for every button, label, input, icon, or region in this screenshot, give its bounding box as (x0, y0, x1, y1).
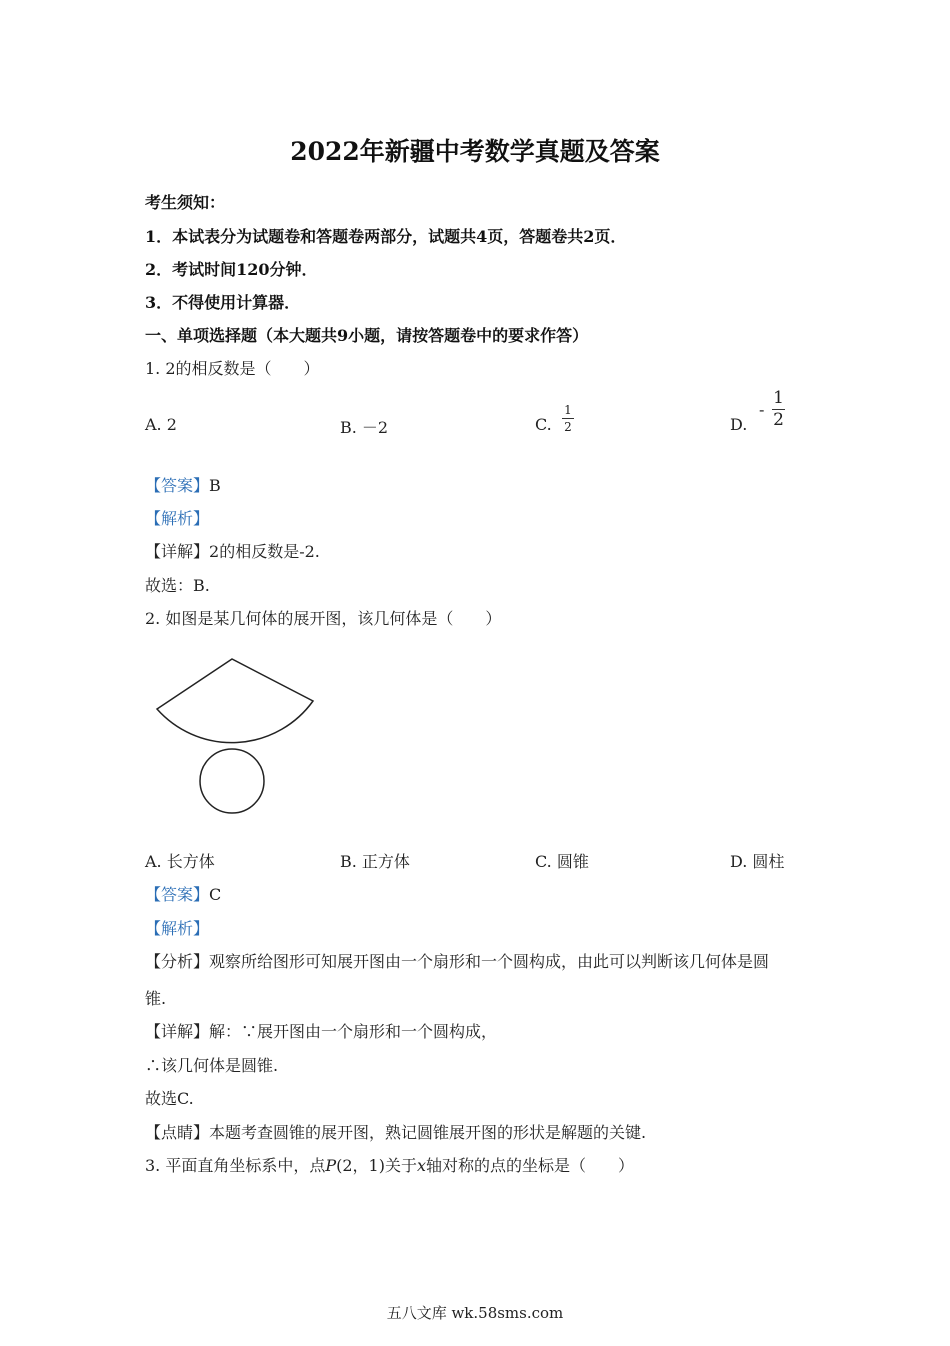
q1-stem: 1. 2的相反数是（ ） (145, 359, 320, 378)
q2-choose: 故选C. (145, 1089, 194, 1108)
q1-answer (145, 473, 221, 496)
fraction-denominator: 2 (564, 420, 572, 434)
q1-option-d-sign: - (759, 400, 765, 419)
dianjing-tag: 【点睛】 (145, 1123, 210, 1142)
q1-option-c-label: C. (535, 415, 552, 434)
q3-stem-post: 轴对称的点的坐标是（ ） (426, 1156, 635, 1175)
fraction-numerator: 1 (773, 388, 784, 408)
q2-detail (145, 1019, 497, 1042)
dianjing-text: 本题考查圆锥的展开图，熟记圆锥展开图的形状是解题的关键. (209, 1123, 647, 1142)
detail-text: 解：∵展开图由一个扇形和一个圆构成， (209, 1022, 498, 1041)
answer-tag: 【答案】 (145, 476, 210, 495)
fraction-bar (562, 418, 574, 419)
q2-therefore: ∴该几何体是圆锥. (145, 1056, 279, 1075)
q1-analysis-tag: 【解析】 (145, 509, 210, 528)
fenxi-tag: 【分析】 (145, 952, 210, 971)
q2-analysis-tag: 【解析】 (145, 919, 210, 938)
q2-option-c: C. 圆锥 (535, 852, 589, 871)
q2-option-d: D. 圆柱 (730, 852, 785, 871)
notice-item-3: 3．不得使用计算器． (145, 293, 301, 312)
q1-option-d-label: D. (730, 415, 748, 434)
detail-tag: 【详解】 (145, 1022, 210, 1041)
q2-answer (145, 882, 221, 905)
fenxi-text: 观察所给图形可知展开图由一个扇形和一个圆构成，由此可以判断该几何体是圆 (209, 952, 770, 971)
q2-stem: 2. 如图是某几何体的展开图，该几何体是（ ） (145, 609, 502, 628)
q3-coords: (2，1)关于 (336, 1156, 417, 1175)
q3-point: P (325, 1156, 337, 1175)
q1-detail (145, 539, 320, 562)
sector-shape (157, 659, 313, 743)
cone-net-figure (150, 652, 322, 822)
q3-stem-pre: 3. 平面直角坐标系中，点 (145, 1156, 326, 1175)
answer-tag: 【答案】 (145, 885, 210, 904)
q2-option-b: B. 正方体 (340, 852, 410, 871)
q1-option-c-fraction (562, 404, 574, 433)
q2-fenxi-cont: 锥. (145, 989, 167, 1008)
notice-heading: 考生须知： (145, 193, 226, 212)
fraction-denominator: 2 (773, 410, 784, 430)
q1-option-d-fraction (772, 390, 785, 429)
q2-dianjing (145, 1120, 646, 1143)
detail-text: 2的相反数是-2. (209, 542, 320, 561)
q2-option-a: A. 长方体 (145, 852, 215, 871)
page-footer: 五八文库 wk.58sms.com (386, 1304, 564, 1322)
notice-item-1: 1．本试表分为试题卷和答题卷两部分，试题共4页，答题卷共2页． (145, 227, 627, 246)
fraction-numerator: 1 (564, 403, 572, 417)
q1-choose: 故选：B. (145, 576, 210, 595)
q1-option-a: A. 2 (145, 415, 177, 434)
section-heading: 一、单项选择题（本大题共9小题，请按答题卷中的要求作答） (145, 326, 589, 345)
circle-shape (200, 749, 264, 813)
detail-tag: 【详解】 (145, 542, 210, 561)
q3-stem (145, 1153, 634, 1176)
notice-item-2: 2．考试时间120分钟． (145, 260, 318, 279)
answer-value: C (209, 885, 222, 904)
page-title: 2022年新疆中考数学真题及答案 (290, 137, 660, 166)
answer-value: B (209, 476, 221, 495)
q2-fenxi (145, 949, 769, 972)
q3-axis: x (416, 1156, 427, 1175)
q1-option-b: B. －2 (340, 418, 389, 437)
